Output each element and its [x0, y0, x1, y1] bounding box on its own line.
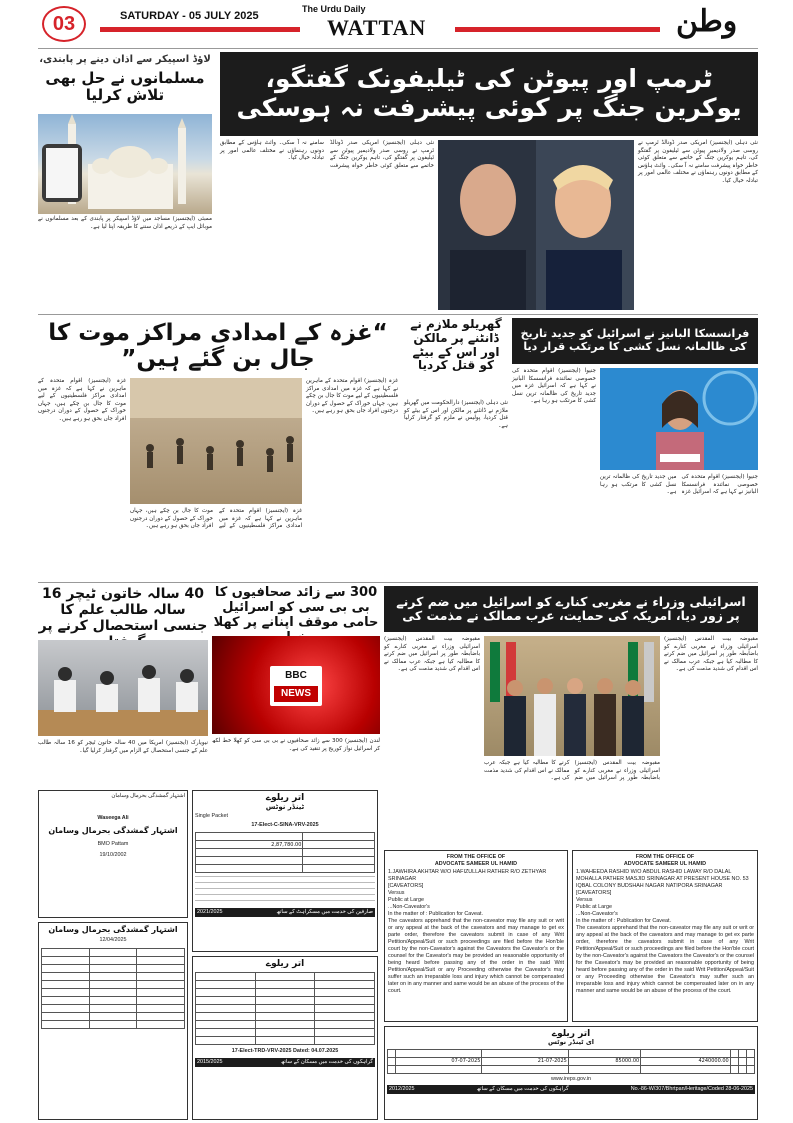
- masthead-rule-left: [100, 27, 300, 32]
- ad-caveat-1: [384, 850, 568, 1022]
- tender-center-text: [195, 876, 375, 906]
- arab-leaders-photo: [484, 636, 660, 756]
- paper-tagline: The Urdu Daily: [302, 4, 366, 14]
- caveat1-from: FROM THE OFFICE OF: [446, 854, 506, 860]
- ad-left2-date: 12/04/2025: [99, 937, 127, 944]
- maid-body: نئی دہلی (ایجنسیز) دارالحکومت میں گھریلو ملازم نے ڈانٹنے پر مالکن اور اس کے بیٹے کو قتل کردیا، پولیس نے ملزم کو گرفتار کرلیا ہے۔: [404, 400, 508, 429]
- loudspeaker-story: [38, 54, 212, 104]
- loudspeaker-body: ممبئی (ایجنسیز) مساجد میں لاؤڈ اسپیکر پر پابندی کے بعد مسلمانوں نے موبائل ایپ کے ذریعے اذان سننے کا طریقہ اپنا لیا ہے۔: [38, 216, 212, 230]
- masthead-rule-right: [455, 27, 660, 32]
- caveat1-party: 1.JAWHIRA AKHTAR W/O HAFIZULLAH RATHER R/O ZETHYAR SRINAGAR: [388, 869, 547, 882]
- tender-bottom-date2: 21-07-2025: [482, 1057, 568, 1065]
- main-story-body: نئی دہلی (ایجنسیز) امریکی صدر ڈونالڈ ٹرمپ نے روسی صدر ولادیمیر پیوٹن سے ٹیلیفون پر گفتگو کی، تاہم یوکرین جنگ کے خاتمے سے متعلق کوئی خاطر خواہ پیشرفت سامنے نہ آ سکی۔ وائٹ ہاؤس کے مطابق دونوں رہنماؤں نے مختلف عالمی امور پر تبادلہ خیال کیا۔: [220, 140, 434, 169]
- caveat2-public: Public at Large: [576, 904, 612, 910]
- tender-center-table: [195, 832, 375, 873]
- caveat2-non: ...Non-Caveator's: [576, 911, 618, 917]
- tender-center-amount: 2,87,780.00: [196, 841, 303, 849]
- tender-center-title: اتر ریلوے: [265, 793, 305, 803]
- gaza-headline: “غزہ کے امدادی مراکز موت کا جال بن گئے ہیں”: [48, 319, 388, 372]
- mosque-illustration: [38, 114, 212, 214]
- tender-center-ref: 17-Elect-C-SINA-VRV-2025: [251, 822, 319, 829]
- caveat1-versus: Versus: [388, 890, 405, 896]
- classroom-photo: [38, 640, 208, 736]
- masthead-divider: [38, 48, 758, 49]
- ad-left-bmo: BMO Pattam: [97, 841, 129, 848]
- ad-caveat-2: [572, 850, 758, 1022]
- row-divider-1: [38, 314, 758, 315]
- gaza-body-left: غزہ (ایجنسیز) اقوام متحدہ کے ماہرین نے کہا ہے کہ غزہ میں امدادی مراکز فلسطینیوں کے لیے موت کا جال بن چکے ہیں، جہاں خوراک کے حصول کے دوران درجنوں افراد جاں بحق ہو رہے ہیں۔: [38, 378, 126, 422]
- tender-center2-footer-bar: [195, 1058, 375, 1067]
- gaza-body-right: غزہ (ایجنسیز) اقوام متحدہ کے ماہرین نے کہا ہے کہ غزہ میں امدادی مراکز فلسطینیوں کے لیے موت کا جال بن چکے ہیں، جہاں خوراک کے حصول کے دوران درجنوں افراد جاں بحق ہو رہے ہیں۔: [306, 378, 398, 415]
- loudspeaker-headline: مسلمانوں نے حل بھی تلاش کرلیا: [45, 68, 205, 104]
- caveat2-versus: Versus: [576, 897, 593, 903]
- mosque-photo: [38, 114, 212, 214]
- ad-tender-bottom: [384, 1026, 758, 1120]
- classroom-illustration: [38, 640, 208, 736]
- maid-headline: گھریلو ملازم نے ڈانٹنے پر مالکن اور اس کے بیٹے کو قتل کردیا: [410, 317, 502, 373]
- tender-center-single-packet: Single Packet: [195, 813, 228, 820]
- caveat2-from: FROM THE OFFICE OF: [635, 854, 695, 860]
- tender-bottom-code2: No.-86-W/307/Bhrtpan/Heritage/Coded 28-06-2025: [630, 1085, 753, 1092]
- paper-logo: وطن: [676, 4, 738, 39]
- caveat2-caveators: [CAVEATORS]: [576, 890, 612, 896]
- ad-left-title: اشتہار گمشدگی بحرمال وسامان: [48, 826, 178, 835]
- main-headline: ٹرمپ اور پیوٹن کی ٹیلیفونک گفتگو، یوکرین جنگ پر کوئی پیشرفت نہ ہوسکی: [220, 52, 758, 136]
- caveat2-body: The caveators apprehand that the non-caveator may file any suit or writ or any appeal at the back of the caveators and may manage to get ex parte order, therefore the caveators submit in case of any Writ Petition/Appeal/Suit or such proceedings are filed before the Hon'ble court by the non-Caveator's against the Caveators the Caveator's or the counsel for the Caveator's may be provided an reasonable opportunity of being heard before passing any of the order in the said Writ Petition/Appeal/Suit or any Proceeding otherwise the Caveator's may suffer such an irreparable loss and injury which cannot be compensated later on in any manner and same would be an abuse of the process of the court.: [576, 925, 754, 994]
- tender-center2-ref: 17-Elect-TRD-VRV-2025 Dated: 04.07.2025: [231, 1048, 339, 1055]
- bbc-photo: [212, 636, 380, 734]
- issue-date: SATURDAY - 05 JULY 2025: [120, 10, 259, 22]
- caveat2-advocate: ADVOCATE SAMEER UL HAMID: [623, 861, 707, 867]
- tender-center-footer-bar: [195, 908, 375, 917]
- ad-left-intro: اشتہار گمشدگی بحرمال وسامان: [111, 793, 185, 799]
- ad-left2-title: اشتہار گمشدگی بحرمال وسامان: [48, 925, 178, 934]
- tender-center2-title: اتر ریلوے: [265, 959, 305, 969]
- tender-bottom-website: www.ireps.gov.in: [550, 1075, 592, 1082]
- caveat2-party: 1.WAHEEDA RASHID W/O ABDUL RASHID LAWAY R/O DALAL MOHALLA PATHER MASJID SRINAGAR AT PRESENT HOUSE NO. 53 IQBAL COLONY BUDSHAH NAGAR NATIPORA SRINAGAR: [576, 869, 749, 889]
- minister-body-bottom: مقبوضہ بیت المقدس (ایجنسیز) اسرائیلی وزراء نے مغربی کنارے کو باضابطہ طور پر اسرائیل میں ضم کرنے کا مطالبہ کیا ہے جبکہ عرب ممالک نے اس اقدام کی شدید مذمت کی ہے۔: [484, 760, 660, 782]
- tender-center-footer: صارفین کی خدمت میں مسکراہٹ کے ساتھ: [276, 909, 373, 916]
- trump-putin-photo: [438, 140, 634, 310]
- ad-tender-center2: [192, 956, 378, 1120]
- gaza-body-bottom: غزہ (ایجنسیز) اقوام متحدہ کے ماہرین نے کہا ہے کہ غزہ میں امدادی مراکز فلسطینیوں کے لیے موت کا جال بن چکے ہیں، جہاں خوراک کے حصول کے دوران درجنوں افراد جاں بحق ہو رہے ہیں۔: [130, 508, 302, 530]
- tender-bottom-amount: 85000.00: [568, 1057, 640, 1065]
- france-body-right: جنیوا (ایجنسیز) اقوام متحدہ کی خصوصی نمائندہ فرانسسکا البانیز نے کہا ہے کہ اسرائیل غزہ میں جدید تاریخ کی ظالمانہ ترین نسل کشی کا مرتکب ہو رہا ہے۔: [600, 474, 758, 496]
- caveat1-matter: In the matter of : Publication for Caveat.: [388, 911, 483, 917]
- tender-bottom-subtitle: ای ٹینڈر نوٹس: [547, 1038, 595, 1047]
- ad-notice-left-top: [38, 790, 188, 918]
- row-divider-2: [38, 582, 758, 583]
- ad-tender-center: [192, 790, 378, 952]
- page-number: 03: [42, 6, 86, 42]
- main-story-body-right: نئی دہلی (ایجنسیز) امریکی صدر ڈونالڈ ٹرمپ نے روسی صدر ولادیمیر پیوٹن سے ٹیلیفون پر گفتگو کی، تاہم یوکرین جنگ کے خاتمے سے متعلق کوئی خاطر خواہ پیشرفت سامنے نہ آ سکی۔ وائٹ ہاؤس کے مطابق دونوں رہنماؤں نے مختلف عالمی امور پر تبادلہ خیال کیا۔: [638, 140, 758, 184]
- ad-left-name: Waseega Ali: [97, 815, 129, 821]
- speaker-illustration: [600, 368, 758, 470]
- teacher-headline: 40 سالہ خاتون ٹیچر 16 سالہ طالب علم کا جنسی استحصال کرنے پر: [38, 586, 208, 635]
- masthead: [0, 0, 793, 46]
- teacher-body: نیویارک (ایجنسیز) امریکا میں 40 سالہ خاتون ٹیچر کو 16 سالہ طالب علم کے جنسی استحصال کے الزام میں گرفتار کرلیا گیا۔: [38, 740, 208, 754]
- tender-center2-table: [195, 972, 375, 1045]
- albanese-photo: [600, 368, 758, 470]
- tender-center-subtitle: ٹینڈر نوٹس: [265, 803, 305, 812]
- caveat1-public: Public at Large: [388, 897, 424, 903]
- tender-bottom-amount2: 4240000.00: [641, 1057, 731, 1065]
- gaza-crowd-illustration: [130, 378, 302, 504]
- ad-left-date: 19/10/2002: [99, 852, 127, 859]
- ad-notice-left-bottom: [38, 922, 188, 1120]
- phone-call-photo: [438, 140, 634, 310]
- tender-bottom-footer-bar: [387, 1085, 755, 1094]
- minister-body-right: مقبوضہ بیت المقدس (ایجنسیز) اسرائیلی وزراء نے مغربی کنارے کو باضابطہ طور پر اسرائیل میں ضم کرنے کا مطالبہ کیا ہے جبکہ عرب ممالک نے اس اقدام کی شدید مذمت کی ہے۔: [664, 636, 758, 673]
- bbc-body: لندن (ایجنسیز) 300 سے زائد صحافیوں نے بی بی سی کو کھلا خط لکھ کر اسرائیل نواز کوریج پر تنقید کی ہے۔: [212, 738, 380, 752]
- france-headline: فرانسسکا البانیز نے اسرائیل کو جدید تاریخ کی ظالمانہ نسل کشی کا مرتکب قرار دیا: [512, 318, 758, 364]
- tender-bottom-footer: گراہکوں کی خدمت میں مسکان کے ساتھ: [476, 1085, 569, 1092]
- caveat1-caveators: [CAVEATORS]: [388, 883, 424, 889]
- caveat1-advocate: ADVOCATE SAMEER UL HAMID: [434, 861, 518, 867]
- gaza-photo: [130, 378, 302, 504]
- bbc-headline: 300 سے زائد صحافیوں کا بی بی سی کو اسرائیل حامی موقف اپنانے پر کھلا: [213, 585, 379, 630]
- bbc-logo-sub: NEWS: [274, 686, 318, 702]
- caveat2-matter: In the matter of : Publication for Caveat.: [576, 918, 671, 924]
- tender-bottom-code: 2012/2025: [389, 1085, 415, 1092]
- paper-name: WATTAN: [327, 15, 427, 40]
- minister-headline: اسرائیلی وزراء نے مغربی کنارے کو اسرائیل میں ضم کرنے پر زور دیا، امریکہ کی حمایت، عرب ممالک نے مذمت کی: [384, 586, 758, 632]
- caveat1-non: ...Non-Caveator's: [388, 904, 430, 910]
- tender-center2-code: 2015/2025: [197, 1059, 223, 1066]
- tender-center-code: 2021/2025: [197, 909, 223, 916]
- leaders-illustration: [484, 636, 660, 756]
- tender-bottom-date1: 07-07-2025: [396, 1057, 482, 1065]
- loudspeaker-kicker: لاؤڈ اسپیکر سے اذان دینے پر پابندی،: [39, 54, 211, 65]
- ad-left2-table: [41, 948, 185, 1029]
- tender-bottom-table: [387, 1049, 755, 1074]
- tender-bottom-title: اتر ریلوے: [551, 1029, 591, 1039]
- france-body-left: جنیوا (ایجنسیز) اقوام متحدہ کی خصوصی نمائندہ فرانسسکا البانیز نے کہا ہے کہ اسرائیل غزہ میں جدید تاریخ کی ظالمانہ ترین نسل کشی کا مرتکب ہو رہا ہے۔: [512, 368, 596, 405]
- minister-body-left: مقبوضہ بیت المقدس (ایجنسیز) اسرائیلی وزراء نے مغربی کنارے کو باضابطہ طور پر اسرائیل میں ضم کرنے کا مطالبہ کیا ہے جبکہ عرب ممالک نے اس اقدام کی شدید مذمت کی ہے۔: [384, 636, 480, 673]
- caveat1-body: The caveators apprehand that the non-caveator may file any suit or writ or any appeal at the back of the caveators and may manage to get ex parte order, therefore the caveators submit in case of any Writ Petition/Appeal/Suit or such proceedings are filed before the Hon'ble court by the non-Caveator's against the Caveators the Caveator's or the counsel for the Caveator's may be provided an reasonable opportunity of being heard before passing any of the order in the said Writ Petition/Appeal/Suit or any Proceeding otherwise the Caveator's may suffer such an irreparable loss and injury which cannot be compensated later on in any manner and same would be an abuse of the process of the court.: [388, 918, 564, 994]
- bbc-logo-text: BBC: [285, 670, 307, 681]
- tender-center2-footer: گراہکوں کی خدمت میں مسکان کے ساتھ: [281, 1059, 373, 1066]
